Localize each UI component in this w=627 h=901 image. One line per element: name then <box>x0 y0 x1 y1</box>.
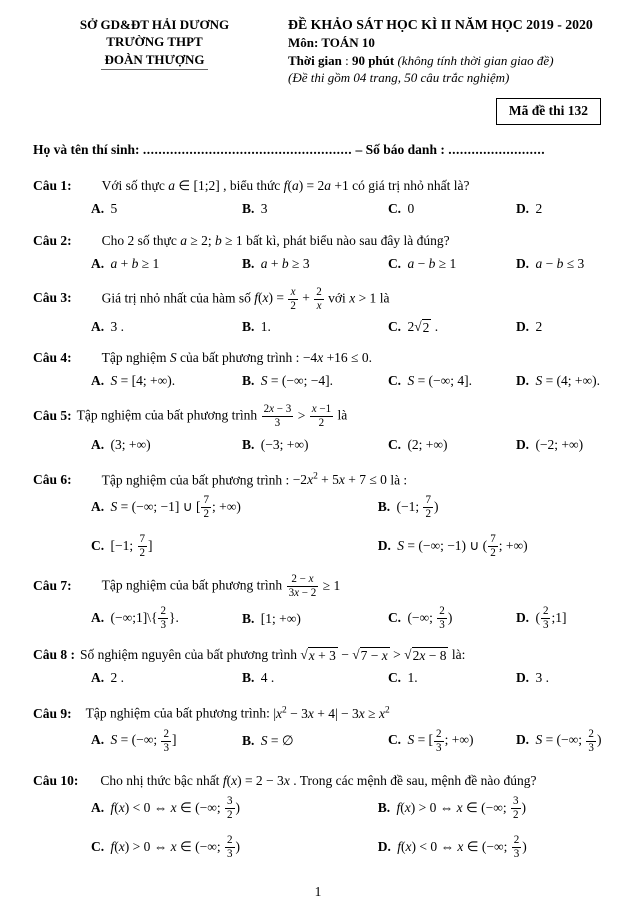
option-letter: C. <box>387 373 402 389</box>
school-block <box>33 16 276 86</box>
option-letter: C. <box>387 255 402 271</box>
math-expression: f(x) = $\frac{x}{2}$ + $\frac{2}{x}$ <box>254 285 322 312</box>
denominator: 3x − 2 <box>288 587 317 600</box>
question-line <box>33 573 603 600</box>
numerator: x <box>290 285 296 298</box>
option-letter: C. <box>91 537 105 553</box>
option-B <box>378 795 603 822</box>
radical-sign: √ <box>300 646 308 662</box>
math-expression: $|x^2 - 3x + 4| - 3x \ge x^2$ <box>273 705 390 721</box>
options-row <box>33 436 603 454</box>
math-expression: $\frac{2x - 3}{3}$ > $\frac{x -1}{2}$ <box>263 403 332 430</box>
options-row <box>33 200 603 218</box>
denominator: 3 <box>436 741 442 754</box>
question-text: là <box>334 408 348 424</box>
option-B <box>242 669 388 687</box>
option-B <box>242 200 388 218</box>
math-expression: √ x + 3 − √ 7 − x > √ 2x − 8 <box>300 646 447 663</box>
option-C <box>388 605 516 632</box>
fraction <box>262 403 294 430</box>
square-root <box>300 647 338 664</box>
option-D <box>378 834 603 861</box>
option-value: 3 <box>260 201 268 217</box>
math-expression: −4x +16 ≤ 0. <box>302 350 372 366</box>
option-value: 1. <box>260 318 271 334</box>
question-label: Câu 1: <box>33 178 72 194</box>
option-A <box>91 728 242 755</box>
denominator: 2 <box>512 808 519 821</box>
radical-sign: √ <box>404 646 412 662</box>
option-B <box>242 610 388 628</box>
option-value: f(x) > 0 ⇔ x ∈ (−∞; $\frac{2}{3}$ ) <box>110 833 241 860</box>
math-expression: a ≥ 2; b ≥ 1 <box>180 232 243 248</box>
option-value: (−1; $\frac{7}{2}$ ) <box>396 494 439 521</box>
option-D <box>516 436 603 454</box>
option-letter: A. <box>91 670 105 686</box>
option-letter: D. <box>515 255 530 271</box>
option-A <box>91 669 242 687</box>
math-expression: S <box>169 350 177 366</box>
fraction <box>437 605 447 632</box>
option-value: 5 <box>110 201 118 217</box>
question-text: Tập nghiệm của bất phương trình <box>76 408 261 424</box>
school-department: SỞ GD&ĐT HẢI DƯƠNG <box>79 17 230 32</box>
math-expression: a ∈ [1;2] <box>168 178 220 194</box>
superscript: 2 <box>313 471 318 482</box>
option-value: a − b ≥ 1 <box>407 255 457 271</box>
option-letter: C. <box>387 318 402 334</box>
option-letter: A. <box>91 799 105 815</box>
option-value: f(x) < 0 ⇔ x ∈ (−∞; $\frac{2}{3}$ ) <box>397 833 527 860</box>
option-letter: A. <box>91 436 105 452</box>
option-value: (−∞; $\frac{2}{3}$ ) <box>407 605 453 632</box>
option-value: 3 . <box>535 670 549 686</box>
question-label: Câu 8 : <box>33 646 76 662</box>
denominator: 3 <box>227 848 233 860</box>
candidate-name-label: Họ và tên thí sinh: <box>33 142 143 158</box>
candidate-number-label: – Số báo danh : <box>352 142 449 158</box>
options-row <box>33 605 603 632</box>
denominator: x <box>314 299 324 313</box>
question-text: Tập nghiệm của bất phương trình <box>101 577 286 593</box>
question-text: Tập nghiệm của bất phương trình : <box>101 472 293 488</box>
denominator: 2 <box>425 508 432 521</box>
question-text: là : <box>386 472 408 488</box>
denominator: 3 <box>262 416 294 430</box>
numerator: 2 <box>227 833 233 846</box>
radicand: 2x − 8 <box>412 647 447 663</box>
option-letter: A. <box>91 498 105 514</box>
fraction <box>287 573 319 600</box>
question-line <box>33 403 603 430</box>
fraction <box>288 286 298 313</box>
exam-header <box>33 16 603 86</box>
option-D <box>516 200 603 218</box>
math-expression: $\frac{2 - x}{3x - 2}$ ≥ 1 <box>288 573 341 600</box>
option-C <box>388 318 516 337</box>
denominator: 2 <box>227 808 233 821</box>
option-A <box>91 318 242 336</box>
radicand: 7 − x <box>360 647 388 663</box>
option-letter: A. <box>91 201 105 217</box>
option-letter: B. <box>242 255 255 271</box>
fraction <box>541 605 551 632</box>
question <box>33 349 603 390</box>
option-value: S = (−∞; $\frac{2}{3}$ ] <box>110 727 177 754</box>
question-line <box>33 286 603 313</box>
question-line <box>33 232 603 250</box>
options-row <box>33 255 603 273</box>
option-C <box>388 436 516 454</box>
question <box>33 232 603 273</box>
numerator: 7 <box>139 533 146 546</box>
option-C <box>388 669 516 687</box>
numerator: 3 <box>227 794 233 807</box>
option-A <box>91 255 242 273</box>
option-value: a + b ≥ 1 <box>110 255 160 271</box>
candidate-name-blank: ...................................................... <box>142 142 353 158</box>
option-value: 0 <box>407 201 415 217</box>
option-value: 1. <box>407 670 418 686</box>
option-C <box>388 255 516 273</box>
question <box>33 471 603 561</box>
fraction <box>512 834 522 861</box>
school-type: TRƯỜNG THPT <box>106 34 203 50</box>
square-root <box>404 647 448 664</box>
option-C <box>388 728 516 755</box>
question <box>33 573 603 632</box>
question-text: Tập nghiệm của bất phương trình: <box>85 705 274 721</box>
radicand: x + 3 <box>308 647 336 663</box>
question <box>33 772 603 861</box>
numerator: 2 <box>542 605 549 618</box>
numerator: 2 <box>513 833 520 846</box>
option-value: (−∞;1]\{ $\frac{2}{3}$ }. <box>110 605 179 632</box>
option-letter: D. <box>515 732 530 748</box>
fraction <box>586 728 596 755</box>
question-text: là <box>376 290 390 306</box>
candidate-number-blank: ......................... <box>448 142 546 158</box>
question-line <box>33 704 603 723</box>
option-value: (−2; +∞) <box>535 436 584 452</box>
numerator: 2 <box>588 727 594 740</box>
option-letter: B. <box>242 733 255 749</box>
denominator: 3 <box>588 741 594 754</box>
superscript: 2 <box>282 705 287 716</box>
option-letter: D. <box>515 201 530 217</box>
option-B <box>242 318 388 336</box>
option-letter: C. <box>387 610 402 626</box>
option-letter: D. <box>515 318 530 334</box>
numerator: x −1 <box>311 403 332 416</box>
fraction <box>158 605 168 632</box>
fraction <box>201 494 211 521</box>
question-label: Câu 3: <box>33 290 72 306</box>
option-value: S = (−∞; $\frac{2}{3}$ ) <box>535 727 602 754</box>
option-B <box>242 372 388 390</box>
candidate-info-line <box>33 141 603 159</box>
question <box>33 177 603 218</box>
option-letter: A. <box>91 255 105 271</box>
denominator: 2 <box>290 299 296 312</box>
question-text: Tập nghiệm <box>101 350 170 366</box>
question-text: Số nghiệm nguyên của bất phương trình <box>80 646 301 662</box>
option-letter: B. <box>242 436 255 452</box>
option-letter: A. <box>91 318 105 334</box>
option-value: [1; +∞) <box>260 610 301 626</box>
school-name: ĐOÀN THƯỢNG <box>101 51 207 70</box>
option-value: [−1; $\frac{7}{2}$ ] <box>110 533 153 560</box>
page-number: 1 <box>314 884 322 900</box>
option-D <box>378 533 603 560</box>
option-value: (2; +∞) <box>407 436 448 452</box>
option-value: ( $\frac{2}{3}$ ;1] <box>535 605 567 632</box>
option-letter: C. <box>387 670 402 686</box>
denominator: 3 <box>542 619 549 632</box>
fraction <box>310 403 333 430</box>
question-label: Câu 10: <box>33 772 79 788</box>
numerator: 2 <box>316 285 322 298</box>
math-expression: f(a) = 2a +1 <box>283 178 349 194</box>
option-letter: A. <box>91 373 105 389</box>
option-letter: D. <box>515 670 530 686</box>
option-letter: B. <box>242 318 255 334</box>
radical-sign: √ <box>414 319 422 335</box>
exam-title: ĐỀ KHẢO SÁT HỌC KÌ II NĂM HỌC 2019 - 2020 <box>288 17 593 32</box>
question-text: của bất phương trình : <box>176 350 303 366</box>
fraction <box>488 533 498 560</box>
question-label: Câu 6: <box>33 472 72 488</box>
options-row <box>33 318 603 337</box>
option-value: S = [4; +∞). <box>110 373 176 389</box>
question-text: , biểu thức <box>219 178 284 194</box>
question <box>33 403 603 453</box>
fraction <box>225 834 235 861</box>
question-text: Giá trị nhỏ nhất của hàm số <box>101 290 255 306</box>
exam-code-row <box>33 98 603 125</box>
question-text: có giá trị nhỏ nhất là? <box>348 178 470 194</box>
option-letter: B. <box>242 670 255 686</box>
option-D <box>516 728 603 755</box>
options-row <box>33 669 603 687</box>
option-value: (−3; +∞) <box>260 436 309 452</box>
option-value: 2 <box>535 201 543 217</box>
option-letter: B. <box>377 498 391 514</box>
denominator: 2 <box>490 547 496 560</box>
option-value: (3; +∞) <box>110 436 151 452</box>
option-letter: D. <box>515 436 530 452</box>
square-root <box>414 319 431 336</box>
option-D <box>516 605 603 632</box>
denominator: 3 <box>439 619 445 632</box>
option-B <box>242 732 388 750</box>
question-label: Câu 5: <box>33 408 72 424</box>
option-value: a + b ≥ 3 <box>260 255 310 271</box>
option-value: a − b ≤ 3 <box>535 255 585 271</box>
option-value: S = (−∞; −4]. <box>260 373 334 389</box>
option-C <box>91 533 378 560</box>
question <box>33 646 603 688</box>
exam-duration <box>288 52 603 69</box>
exam-info-block <box>276 16 603 86</box>
option-letter: C. <box>387 201 402 217</box>
option-value: S = (−∞; −1] ∪ [ $\frac{7}{2}$ ; +∞) <box>110 494 241 521</box>
question-text: với <box>324 290 350 306</box>
option-value: S = (4; +∞). <box>535 373 601 389</box>
option-letter: D. <box>515 610 530 626</box>
denominator: 2 <box>203 508 209 521</box>
radicand: 2 <box>422 320 430 336</box>
numerator: 2 <box>436 727 442 740</box>
option-A <box>91 372 242 390</box>
option-value: 3 . <box>110 318 124 334</box>
options-row <box>33 795 603 861</box>
denominator: 3 <box>163 741 170 754</box>
numerator: 2 <box>439 605 445 618</box>
fraction <box>511 795 521 822</box>
question-label: Câu 9: <box>33 705 72 721</box>
numerator: 7 <box>490 533 496 546</box>
option-C <box>91 834 378 861</box>
option-C <box>388 200 516 218</box>
option-letter: B. <box>242 373 255 389</box>
option-letter: B. <box>377 799 391 815</box>
numerator: 2 <box>160 605 166 618</box>
option-value: 2 √ 2 . <box>407 318 439 336</box>
numerator: 7 <box>203 494 209 507</box>
superscript: 2 <box>384 705 390 716</box>
option-value: S = ∅ <box>260 733 294 749</box>
option-B <box>242 255 388 273</box>
denominator: 2 <box>310 416 333 430</box>
exam-pages-note: (Đề thi gồm 04 trang, 50 câu trắc nghiệm) <box>288 69 510 85</box>
option-D <box>516 372 603 390</box>
option-value: S = [ $\frac{2}{3}$ ; +∞) <box>407 727 474 754</box>
option-letter: B. <box>242 610 255 626</box>
option-A <box>91 494 378 521</box>
numerator: 3 <box>512 794 519 807</box>
option-value: S = (−∞; 4]. <box>407 373 473 389</box>
option-letter: C. <box>91 838 105 854</box>
question-text: bất kì, phát biểu nào sau đây là đúng? <box>242 232 450 248</box>
option-letter: A. <box>91 732 105 748</box>
option-letter: C. <box>387 732 402 748</box>
numerator: 2 <box>163 727 170 740</box>
radical-sign: √ <box>352 646 360 662</box>
option-value: 2 <box>535 318 543 334</box>
duration-value: 90 phút <box>351 52 398 68</box>
fraction <box>434 728 444 755</box>
option-value: 2 . <box>110 670 124 686</box>
question-text: Cho nhị thức bậc nhất <box>100 772 223 788</box>
duration-separator: : <box>341 52 352 68</box>
math-expression: f(x) = 2 − 3x <box>222 772 290 788</box>
fraction <box>161 728 171 755</box>
option-B <box>378 494 603 521</box>
numerator: 2x − 3 <box>263 403 292 416</box>
option-value: f(x) > 0 ⇔ x ∈ (−∞; $\frac{3}{2}$ ) <box>396 794 527 821</box>
denominator: 2 <box>139 547 146 560</box>
question-line <box>33 177 603 195</box>
option-value: 4 . <box>260 670 275 686</box>
options-row <box>33 372 603 390</box>
option-D <box>516 318 603 336</box>
denominator: 3 <box>513 848 520 860</box>
numerator: 7 <box>425 494 432 507</box>
question-line <box>33 646 603 665</box>
question <box>33 704 603 755</box>
option-letter: B. <box>242 201 255 217</box>
question-label: Câu 2: <box>33 232 72 248</box>
exam-code-box: Mã đề thi 132 <box>496 98 601 125</box>
question-text: . Trong các mệnh đề sau, mệnh đề nào đúng? <box>289 772 537 788</box>
option-B <box>242 436 388 454</box>
question-text: Cho 2 số thực <box>101 232 181 248</box>
option-letter: A. <box>91 610 105 626</box>
question-label: Câu 4: <box>33 350 72 366</box>
option-letter: D. <box>377 838 391 854</box>
square-root <box>352 647 390 664</box>
question-line <box>33 349 603 367</box>
duration-note: (không tính thời gian giao đề) <box>397 52 554 68</box>
option-A <box>91 200 242 218</box>
math-expression: $-2x^2 + 5x + 7 \le 0$ <box>292 471 387 488</box>
fraction <box>225 795 235 822</box>
options-row <box>33 494 603 560</box>
option-value: S = (−∞; −1) ∪ ( $\frac{7}{2}$ ; +∞) <box>397 533 528 560</box>
fraction <box>314 286 324 313</box>
options-row <box>33 728 603 755</box>
question-text: là: <box>448 646 466 662</box>
exam-subject: Môn: TOÁN 10 <box>288 35 375 51</box>
math-expression: x > 1 <box>349 290 377 306</box>
questions <box>33 177 603 861</box>
numerator: 2 − x <box>291 573 314 586</box>
option-letter: D. <box>377 537 391 553</box>
option-A <box>91 605 242 632</box>
option-D <box>516 669 603 687</box>
option-C <box>388 372 516 390</box>
question-line <box>33 772 603 790</box>
denominator: 3 <box>160 619 166 632</box>
question-line <box>33 471 603 490</box>
option-D <box>516 255 603 273</box>
option-A <box>91 795 378 822</box>
fraction <box>423 494 433 521</box>
option-letter: D. <box>515 373 530 389</box>
fraction <box>138 533 148 560</box>
option-value: f(x) < 0 ⇔ x ∈ (−∞; $\frac{3}{2}$ ) <box>110 794 241 821</box>
question-label: Câu 7: <box>33 577 72 593</box>
question-text: Với số thực <box>101 178 169 194</box>
option-letter: C. <box>387 436 402 452</box>
question <box>33 286 603 337</box>
option-A <box>91 436 242 454</box>
duration-label: Thời gian <box>288 52 342 68</box>
